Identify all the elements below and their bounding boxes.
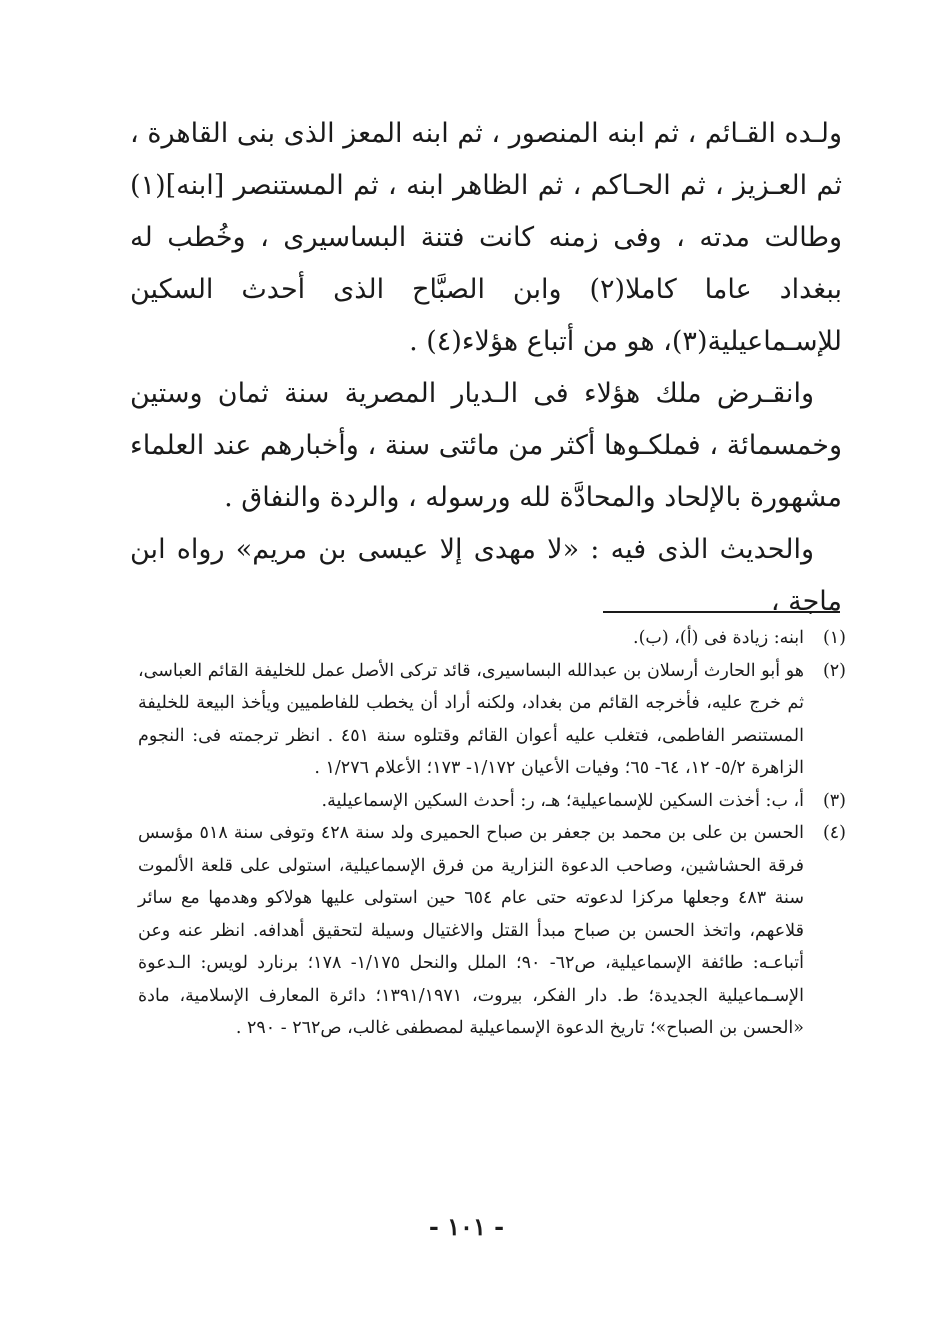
footnote-number: (٣) xyxy=(822,790,846,811)
footnote-3 xyxy=(138,785,846,818)
footnote-4 xyxy=(138,817,846,1045)
paragraph-2: وانقـرض ملك هؤلاء فى الـديار المصرية سنة ثمان وستين وخمسمائة ، فملكـوها أكثر من مائتى سنة ، وأخبارهم عند العلماء مشهورة بالإلحاد والمحادَّة لله ورسوله ، والردة والنفاق . xyxy=(130,378,842,513)
footnote-2 xyxy=(138,655,846,785)
main-text xyxy=(130,108,842,628)
page-number: - ١٠١ - xyxy=(428,1212,505,1241)
footnote-number: (١) xyxy=(822,628,846,648)
paragraph-1: ولـده القـائم ، ثم ابنه المنصور ، ثم ابنه المعز الذى بنى القاهرة ، ثم العـزيز ، ثم الحـاكم ، ثم الظاهر ابنه ، ثم المستنصر [ابنه](١) وطالت مدته ، وفى زمنه كانت فتنة البساسيرى ، وخُطب له ببغداد عاما كاملا(٢) وابن الصبَّاح الذى أحدث السكين للإسـماعيلية(٣)، هو من أتباع هؤلاء(٤) . xyxy=(130,118,842,357)
paragraph-3: والحديث الذى فيه : «لا مهدى إلا عيسى بن مريم» رواه ابن ماجة ، xyxy=(130,534,842,617)
footnote-number: (٢) xyxy=(822,660,846,681)
footnote-text: أ، ب: أخذت السكين للإسماعيلية؛ هـ، ر: أحدث السكين الإسماعيلية. xyxy=(321,790,804,811)
footnote-text: الحسن بن على بن محمد بن جعفر بن صباح الحميرى ولد سنة ٤٢٨ وتوفى سنة ٥١٨ مؤسس فرقة الحشاشين، وصاحب الدعوة النزارية من فرق الإسماعيلية، استولى على قلعة الألموت سنة ٤٨٣ وجعلها مركزا لدعوته حتى عام ٦٥٤ حين استولى عليها هولاكو وهدمها مع سائر قلاعهم، واتخذ الحسن بن صباح مبدأ القتل والاغتيال وسيلة لتحقيق أهدافه. انظر عنه وعن أتباعـه: طائفة الإسماعيلية، ص٦٢- ٩٠؛ الملل والنحل ١/١٧٥- ١٧٨؛ برنارد لويس: الـدعوة الإسـماعيلية الجديدة؛ ط. دار الفكر، بيروت، ١٣٩١/١٩٧١؛ دائرة المعارف الإسلامية، مادة «الحسن بن الصباح»؛ تاريخ الدعوة الإسماعيلية لمصطفى غالب، ص٢٦٢ - ٢٩٠ . xyxy=(138,823,804,1038)
footnote-number: (٤) xyxy=(822,823,846,843)
footnote-text: هو أبو الحارث أرسلان بن عبدالله البساسيرى، قائد تركى الأصل عمل للخليفة القائم العباسى، ثم خرج عليه، فأخرجه القائم من بغداد، ولكنه أراد أن يخطب للفاطميين ويأخذ البيعة للخليفة المستنصر الفاطمى، فتغلب عليه أعوان القائم وقتلوه سنة ٤٥١ . انظر ترجمته فى: النجوم الزاهرة ٥/٢- ١٢، ٦٤- ٦٥؛ وفيات الأعيان ١/١٧٢- ١٧٣؛ الأعلام ١/٢٧٦ . xyxy=(138,660,804,778)
footnote-1 xyxy=(138,622,846,655)
footnote-separator xyxy=(603,611,840,613)
footnotes xyxy=(138,622,846,1045)
footnote-text: ابنه: زيادة فى (أ)، (ب). xyxy=(633,628,804,648)
